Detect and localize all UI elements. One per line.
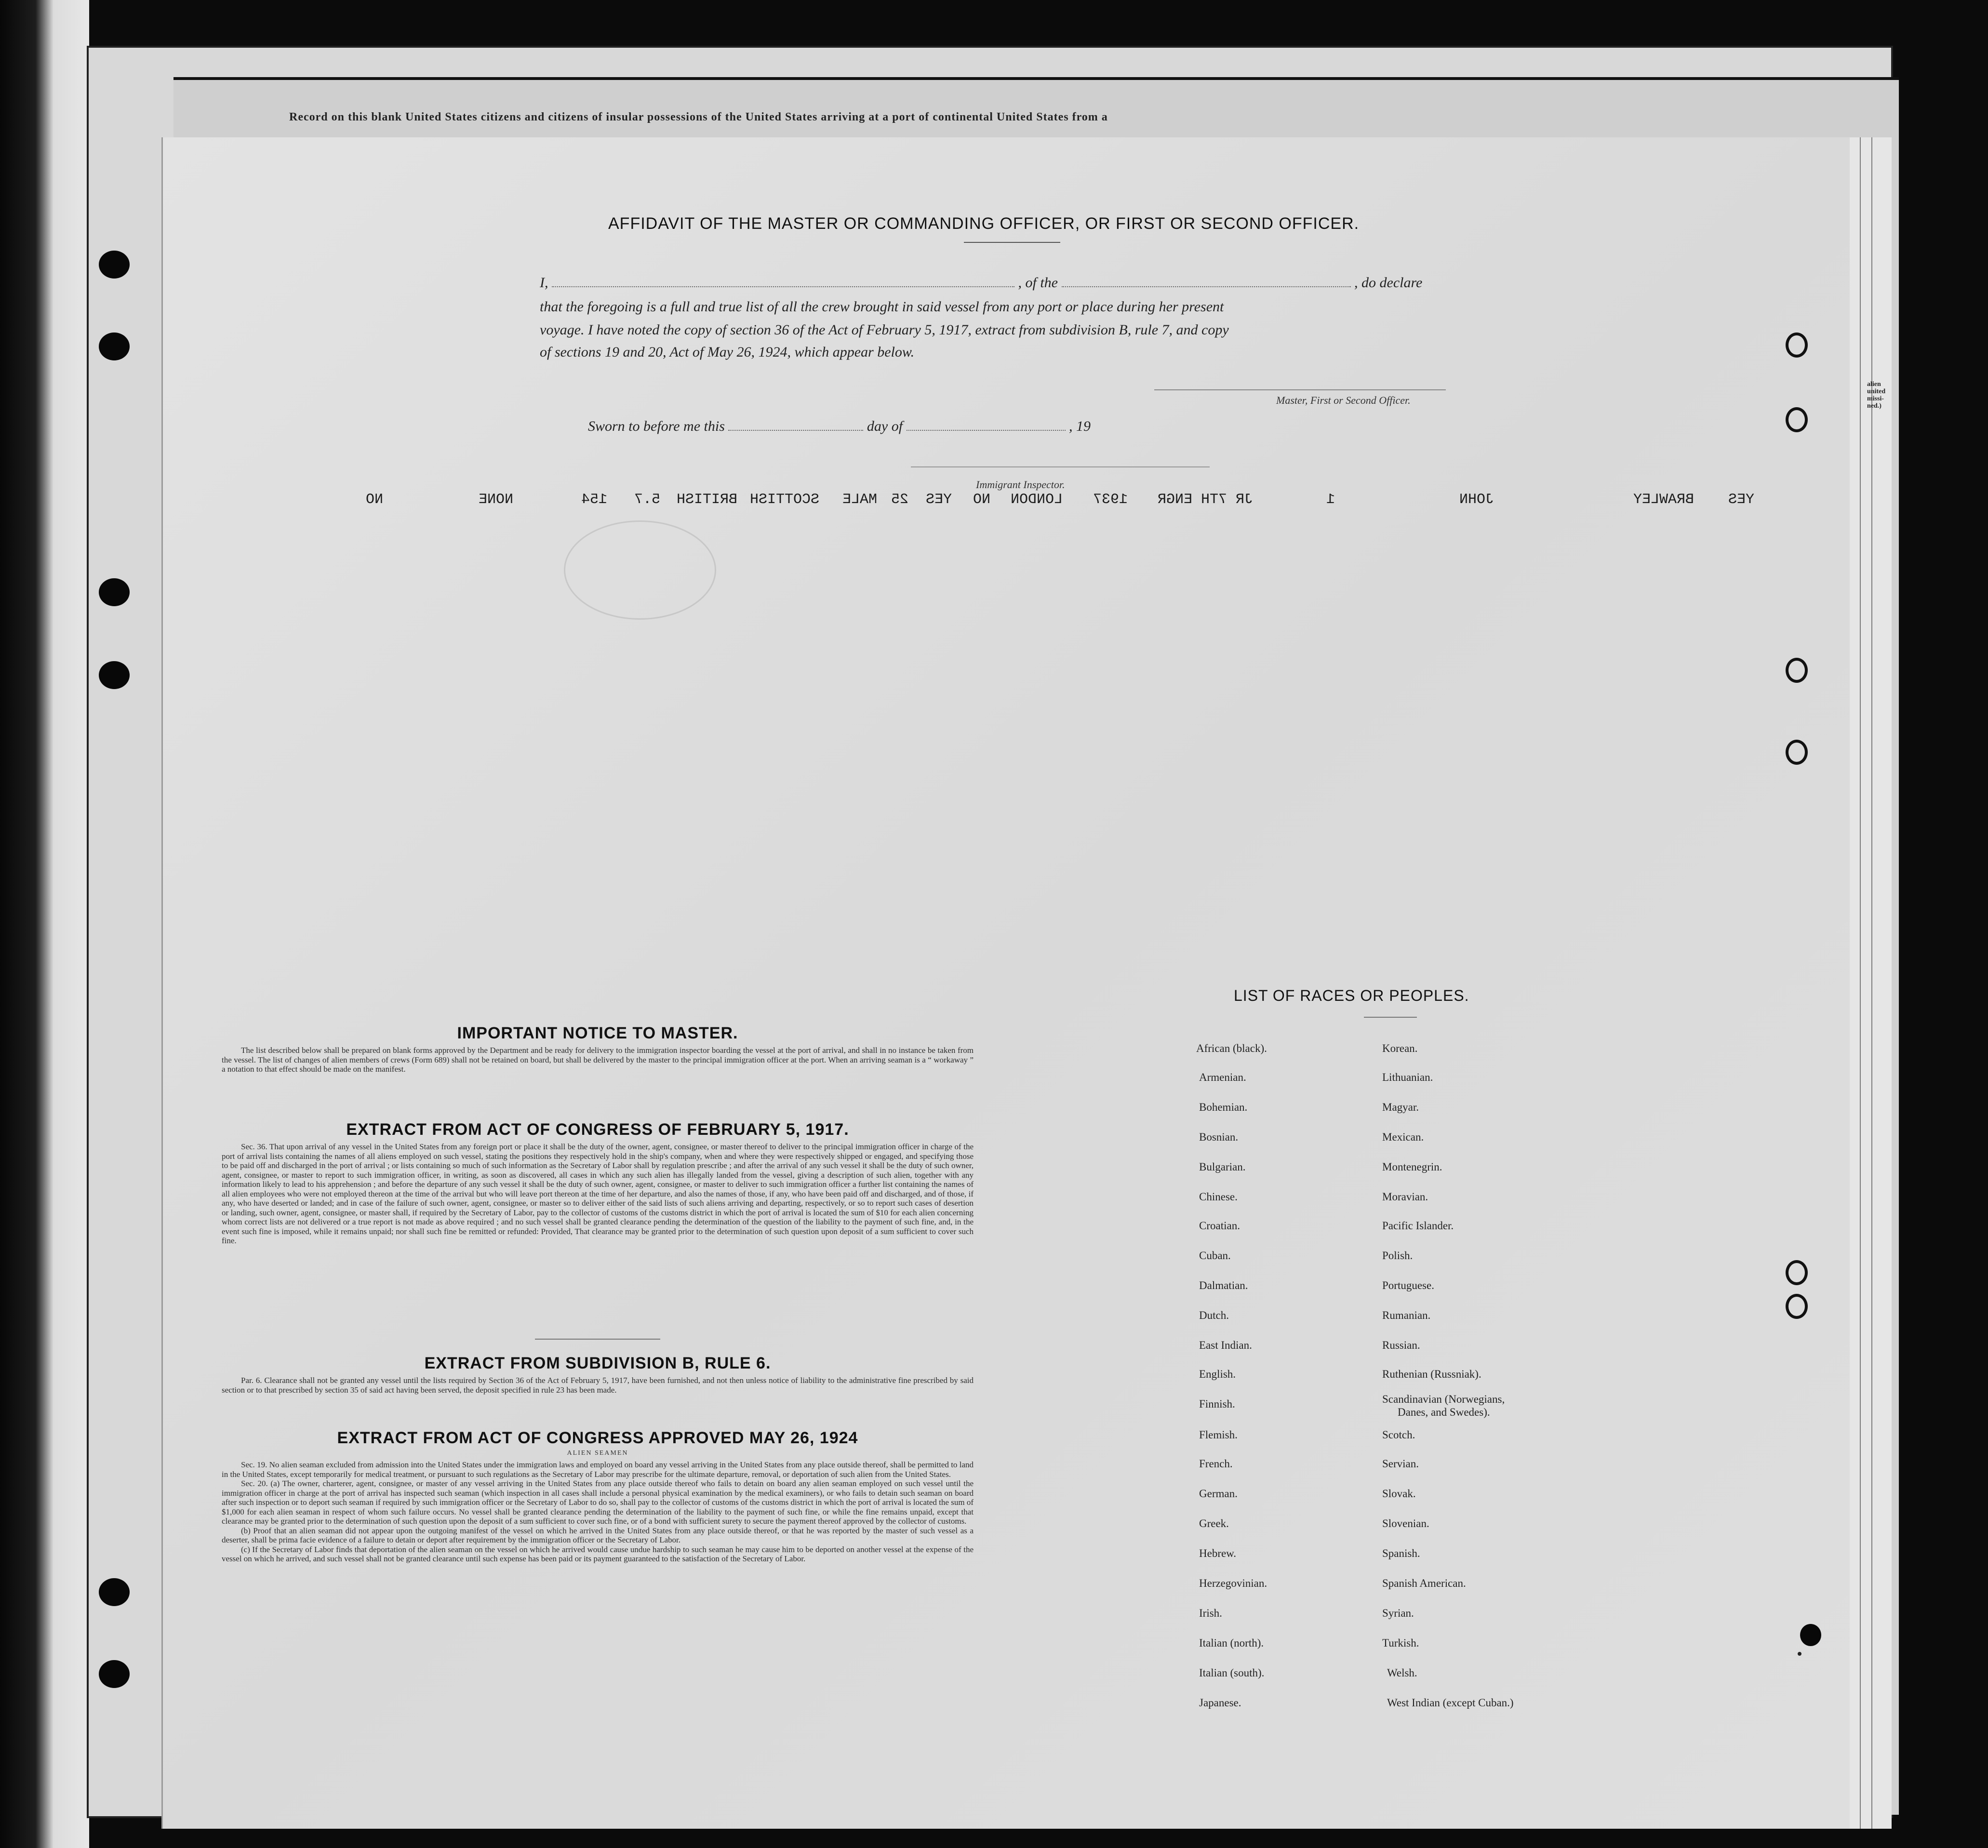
binder-ring: [1786, 1260, 1808, 1285]
notice-heading: IMPORTANT NOTICE TO MASTER.: [457, 1024, 738, 1042]
race-item: Korean.: [1382, 1042, 1418, 1054]
race-item: Bulgarian.: [1199, 1161, 1246, 1173]
typed-cell: MALE: [842, 492, 877, 508]
typed-cell: YES: [1728, 492, 1754, 508]
race-item: Cuban.: [1199, 1250, 1231, 1262]
race-item: Herzegovinian.: [1199, 1577, 1268, 1589]
edge-note: alien: [1867, 381, 1881, 388]
inspector-caption: Immigrant Inspector.: [976, 479, 1065, 491]
race-item: Spanish American.: [1382, 1577, 1466, 1589]
race-item: French.: [1199, 1458, 1233, 1470]
crew-list-page: [161, 137, 1850, 1829]
race-item: Mexican.: [1382, 1131, 1424, 1143]
race-item: Hebrew.: [1199, 1547, 1237, 1559]
race-item: Slovak.: [1382, 1488, 1416, 1500]
sworn-prefix: Sworn to before me this: [588, 418, 725, 434]
edge-note: ned.): [1867, 402, 1881, 410]
extract-rule6-text: [222, 1376, 974, 1395]
races-title-underline: [1364, 1017, 1417, 1018]
race-item: Greek.: [1199, 1517, 1229, 1529]
race-item: Dutch.: [1199, 1309, 1229, 1321]
race-item: Rumanian.: [1382, 1309, 1431, 1321]
race-item: Scotch.: [1382, 1429, 1415, 1441]
vessel-name-field: [1062, 276, 1351, 287]
of-the-label: , of the: [1018, 275, 1058, 291]
race-item: German.: [1199, 1488, 1238, 1500]
typed-cell: 25: [891, 492, 908, 508]
binder-edge: [0, 0, 89, 1848]
faint-official-stamp: [564, 520, 716, 620]
bleed-through-crew-entry: [366, 492, 1754, 513]
race-continuation: Danes, and Swedes).: [1398, 1406, 1490, 1418]
edge-note: missi-: [1867, 395, 1884, 402]
sworn-month-field: [907, 419, 1066, 431]
race-item: Armenian.: [1199, 1071, 1246, 1083]
typed-cell: LONDON: [1010, 492, 1063, 508]
race-item: Moravian.: [1382, 1191, 1428, 1203]
race-item: Slovenian.: [1382, 1517, 1429, 1529]
inspector-signature-line: [911, 466, 1210, 467]
races-title: LIST OF RACES OR PEOPLES.: [1234, 987, 1469, 1004]
sworn-day-label: day of: [867, 418, 903, 434]
extract-1917-text: [222, 1142, 974, 1246]
extract-rule6-heading: EXTRACT FROM SUBDIVISION B, RULE 6.: [424, 1354, 771, 1372]
race-item: Bosnian.: [1199, 1131, 1239, 1143]
race-item: Italian (north).: [1199, 1637, 1264, 1649]
edge-note: united: [1867, 388, 1886, 395]
race-item: Portuguese.: [1382, 1279, 1434, 1291]
sec20c-paragraph: (c) If the Secretary of Labor finds that deportation of the alien seaman on the vessel on which he arrived would cause undue hardship to such seaman he may cause him to be deported on another vessel at the expense of the vessel on which he arrived, and such vessel shall not be granted clearance until such expense has been paid or its payment guaranteed to the satisfaction of the Secretary of Labor.: [222, 1544, 974, 1563]
affidavit-line-2: that the foregoing is a full and true list of all the crew brought in said vessel from any port or place during her present: [540, 299, 1224, 315]
typed-cell: JOHN: [1459, 492, 1494, 508]
typed-cell: YES: [925, 492, 952, 508]
race-item: East Indian.: [1199, 1339, 1252, 1351]
affidavit-line-1: [540, 275, 1422, 291]
race-item: Flemish.: [1199, 1429, 1238, 1441]
race-item: Magyar.: [1382, 1101, 1419, 1113]
important-notice-section: [222, 1024, 974, 1074]
punch-hole: [99, 578, 130, 606]
punch-hole: [99, 1660, 130, 1688]
extract-1924-section: [222, 1429, 974, 1564]
race-item: Japanese.: [1199, 1697, 1241, 1709]
declare-label: , do declare: [1354, 275, 1423, 291]
race-item: Scandinavian (Norwegians,: [1382, 1393, 1505, 1405]
race-item: Welsh.: [1387, 1667, 1417, 1679]
extract-1917-paragraph: Sec. 36. That upon arrival of any vessel in the United States from any foreign port or place it shall be the duty of the owner, agent, consignee, or master thereof to deliver to the principal immigration officer in charge of the port of arrival lists containing the names of all aliens employed on such vessel, stating the positions they respectively hold in the ship's company, when and where they were respectively shipped or engaged, and specifying those to be paid off and discharged in the port of arrival ; or lists containing so much of such information as the Secretary of Labor shall by regulation prescribe ; and after the arrival of any such vessel it shall be the duty of such owner, agent, consignee, or master to report to such immigration officer, in writing, as soon as discovered, all cases in which any such alien has illegally landed from the vessel, giving a description of such alien, together with any information likely to lead to his apprehension ; and before the departure of any such vessel it shall be the duty of such owner, agent, consignee, or master to deliver to such immigration officer a further list containing the names of all alien employees who were not employed thereon at the time of the arrival but who will leave port thereon at the time of her departure, and also the names of those, if any, who have been paid off and discharged, and of those, if any, who have deserted or landed; and in case of the failure of such owner, agent, consignee, or master so to deliver either of the said lists of such aliens arriving and departing, respectively, or so to report such cases of desertion or landing, such owner, agent, consignee, or master shall, if required by the Secretary of Labor, pay to the collector of customs of the customs district in which the port of arrival is located the sum of $10 for each alien concerning whom correct lists are not delivered or a true report is not made as above required ; and no such vessel shall be granted clearance pending the determination of the question of the liability to the payment of such fine, and, in the event such fine is imposed, while it remains unpaid; nor shall such fine be remitted or refunded: Provided, That clearance may be granted prior to the determination of such question upon deposit of a sum sufficient to cover such fine.: [222, 1142, 974, 1245]
race-item: Montenegrin.: [1382, 1161, 1442, 1173]
sworn-year-label: , 19: [1069, 418, 1091, 434]
sec20a-paragraph: Sec. 20. (a) The owner, charterer, agent, consignee, or master of any vessel arriving in the United States from any place outside thereof who fails to detain on board any alien seaman employed on such vessel until the immigration officer in charge at the port of arrival has inspected such seaman (which inspection in all cases shall include a personal physical examination by the medical examiners), or who fails to detain such seaman on board after such inspection or to deport such seaman if required by such immigration officer or the Secretary of Labor to do so, shall pay to the collector of customs of the customs district in which the port of arrival is located the sum of $1,000 for each alien seaman in respect of whom such failure occurs. No vessel shall be granted clearance pending the determination of the liability to the payment of such fine, or while the fine remains unpaid, except that clearance may be granted prior to the determination of such question upon the deposit of a sum sufficient to cover such fine, or of a bond with sufficient surety to secure the payment thereof approved by the collector of customs.: [222, 1479, 974, 1526]
race-item: Syrian.: [1382, 1607, 1414, 1619]
sworn-line: [588, 418, 1091, 435]
race-item: Finnish.: [1199, 1398, 1235, 1410]
punch-hole: [1800, 1624, 1821, 1646]
race-item: Russian.: [1382, 1339, 1420, 1351]
declarant-prefix: I,: [540, 275, 548, 291]
binder-ring: [1786, 332, 1808, 358]
race-item: Turkish.: [1382, 1637, 1419, 1649]
notice-text: [222, 1046, 974, 1074]
title-underline: [964, 242, 1060, 243]
binder-ring: [1786, 658, 1808, 683]
race-item: Spanish.: [1382, 1547, 1420, 1559]
race-item: Servian.: [1382, 1458, 1419, 1470]
race-item: African (black).: [1196, 1042, 1267, 1054]
extract-rule6-section: [222, 1354, 974, 1395]
extract-1917-section: [222, 1120, 974, 1246]
underlying-form-caption: Record on this blank United States citizens and citizens of insular possessions of the United States arriving at a port of continental United States from a: [289, 111, 1108, 123]
sworn-day-field: [728, 419, 863, 431]
race-item: Croatian.: [1199, 1220, 1240, 1232]
typed-cell: 1: [1326, 492, 1335, 508]
punch-hole: [1798, 1652, 1801, 1656]
typed-cell: 1937: [1093, 492, 1128, 508]
race-item: English.: [1199, 1368, 1236, 1380]
typed-cell: 154: [581, 492, 607, 508]
race-item: Pacific Islander.: [1382, 1220, 1454, 1232]
notice-paragraph: The list described below shall be prepared on blank forms approved by the Department and be ready for delivery to the immigration inspector boarding the vessel at the port of arrival, and shall in no instance be taken from the vessel. The list of changes of alien members of crews (Form 689) shall not be retained on board, but shall be delivered by the master to the principal immigration officer at the port. When an arriving seaman is a “ workaway ” a notation to that effect should be made on the manifest.: [222, 1046, 974, 1074]
affidavit-title: AFFIDAVIT OF THE MASTER OR COMMANDING OFFICER, OR FIRST OR SECOND OFFICER.: [608, 214, 1360, 233]
binder-ring: [1786, 407, 1808, 432]
race-item: Polish.: [1382, 1250, 1413, 1262]
section-divider: [535, 1339, 660, 1340]
typed-cell: 5.7: [634, 492, 660, 508]
typed-cell: NONE: [478, 492, 513, 508]
race-item: Dalmatian.: [1199, 1279, 1248, 1291]
race-item: Bohemian.: [1199, 1101, 1248, 1113]
punch-hole: [99, 661, 130, 689]
typed-cell: SCOTTISH: [749, 492, 819, 508]
declarant-name-field: [552, 276, 1014, 287]
typed-cell: JR 7TH ENGR: [1157, 492, 1253, 508]
edge-margin-notes: [1867, 381, 1892, 410]
extract-1924-text: [222, 1460, 974, 1564]
typed-cell: BRITISH: [676, 492, 737, 508]
typed-cell: BRAWLEY: [1633, 492, 1694, 508]
race-item: Chinese.: [1199, 1191, 1238, 1203]
typed-cell: NO: [365, 492, 383, 508]
typed-cell: NO: [973, 492, 990, 508]
race-item: Ruthenian (Russniak).: [1382, 1368, 1481, 1380]
extract-rule6-paragraph: Par. 6. Clearance shall not be granted any vessel until the lists required by Section 36 of the Act of February 5, 1917, have been furnished, and not then unless notice of liability to the administrative fine prescribed by said section or to that prescribed by section 35 of said act having been served, the deposit specified in rule 23 has been made.: [222, 1376, 974, 1395]
race-item: Italian (south).: [1199, 1667, 1265, 1679]
race-item: West Indian (except Cuban.): [1387, 1697, 1514, 1709]
extract-1924-heading: EXTRACT FROM ACT OF CONGRESS APPROVED MAY 26, 1924: [337, 1429, 858, 1447]
affidavit-line-4: of sections 19 and 20, Act of May 26, 1924, which appear below.: [540, 344, 915, 360]
sec19-paragraph: Sec. 19. No alien seaman excluded from admission into the United States under the immigration laws and employed on board any vessel arriving in the United States from any place outside thereof, shall be permitted to land in the United States, except temporarily for medical treatment, or pursuant to such regulations as the Secretary of Labor may prescribe for the ultimate departure, removal, or deportation of such alien from the United States.: [222, 1460, 974, 1479]
punch-hole: [99, 332, 130, 360]
race-item: Irish.: [1199, 1607, 1222, 1619]
extract-1924-subheading: ALIEN SEAMEN: [567, 1449, 628, 1457]
punch-hole: [99, 251, 130, 279]
punch-hole: [99, 1578, 130, 1606]
binder-ring: [1786, 740, 1808, 765]
race-item: Lithuanian.: [1382, 1071, 1433, 1083]
sec20b-paragraph: (b) Proof that an alien seaman did not appear upon the outgoing manifest of the vessel on which he arrived in the United States from any place outside thereof, or that he was reported by the master of such vessel as a deserter, shall be prima facie evidence of a failure to detain or deport after requirement by the immigration officer or the Secretary of Labor.: [222, 1526, 974, 1544]
affidavit-line-3: voyage. I have noted the copy of section 36 of the Act of February 5, 1917, extract from subdivision B, rule 7, and copy: [540, 322, 1229, 338]
master-signature-caption: Master, First or Second Officer.: [1276, 394, 1411, 406]
master-signature-line: [1154, 389, 1446, 390]
binder-ring: [1786, 1294, 1808, 1319]
extract-1917-heading: EXTRACT FROM ACT OF CONGRESS OF FEBRUARY 5, 1917.: [346, 1120, 849, 1139]
